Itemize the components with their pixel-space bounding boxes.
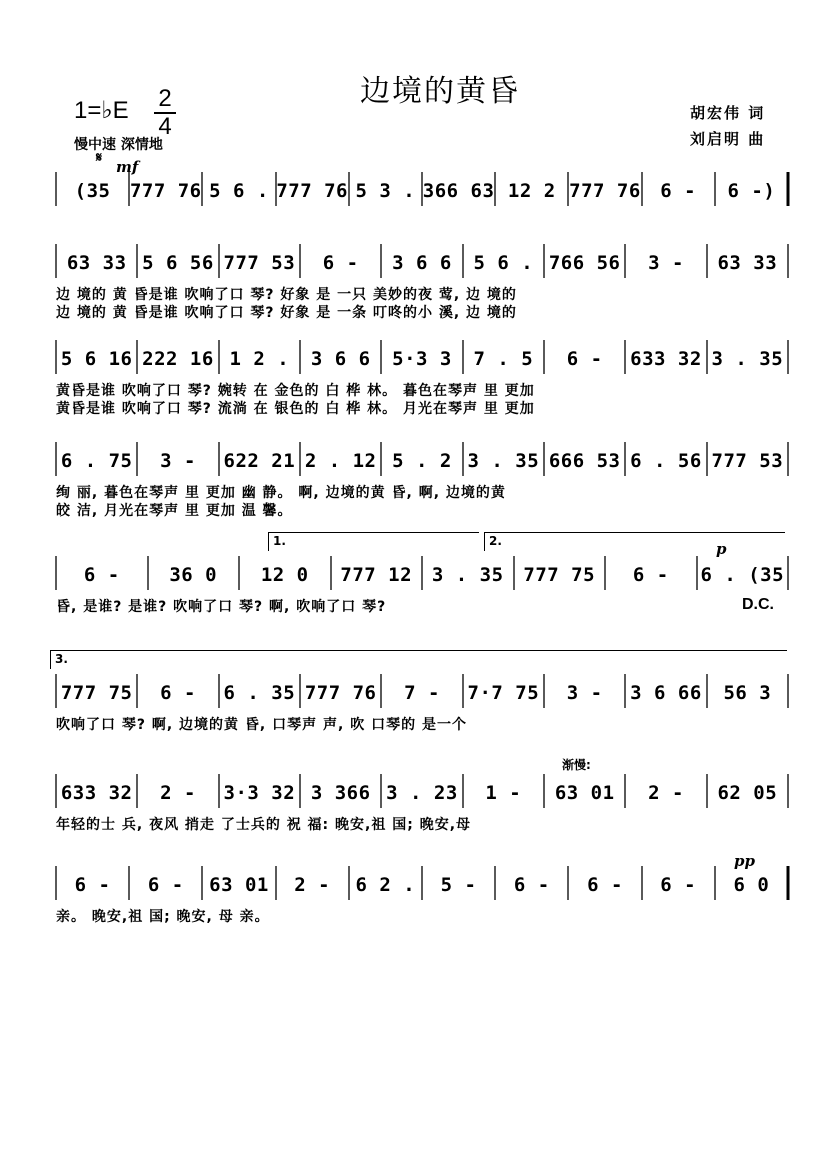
measure: 3 . 35	[711, 348, 784, 370]
measure: 777 76	[276, 180, 348, 202]
measure: 6 . 35	[223, 682, 296, 704]
tempo-marking: 慢中速 深情地	[74, 137, 163, 153]
lyric-line: 亲。 晚安,祖 国; 晚安, 母 亲。	[56, 909, 270, 925]
lyric-line: 边 境的 黄 昏是谁 吹响了口 琴? 好象 是 一只 美妙的夜 莺, 边 境的	[56, 287, 517, 303]
measure: 5 . 2	[392, 450, 452, 472]
measure: 6 -	[513, 874, 550, 896]
measure: 7 . 5	[473, 348, 534, 370]
measure: 777 75	[60, 682, 133, 704]
segno-sign: 𝄋	[96, 150, 103, 166]
measure: 12 2	[507, 180, 556, 202]
measure: 3 6 66	[630, 682, 702, 704]
notes-line	[56, 682, 788, 712]
measure: 6 -	[322, 252, 359, 274]
measure: 5 6 .	[473, 252, 534, 274]
measure: 2 -	[648, 782, 684, 804]
measure: 6 -	[83, 564, 120, 586]
measure: 63 01	[554, 782, 615, 804]
volta-bracket-1: 1.	[268, 532, 479, 551]
measure: 222 16	[142, 348, 214, 370]
measure: 777 12	[340, 564, 413, 586]
volta-bracket-2: 2.	[484, 532, 785, 551]
measure: 3 -	[566, 682, 603, 704]
da-capo-mark: D.C.	[742, 596, 774, 613]
measure: 777 53	[223, 252, 296, 274]
notes-line	[56, 450, 788, 480]
measure: 3 . 23	[386, 782, 458, 804]
measure: 3 6 6	[392, 252, 452, 274]
measure: 777 76	[129, 180, 202, 202]
measure: 5·3 3	[392, 348, 452, 370]
measure: 366 63	[422, 180, 495, 202]
measure: 6 0	[733, 874, 770, 896]
measure: 1 2 .	[229, 348, 290, 370]
volta-bracket-3: 3.	[50, 650, 787, 669]
measure: 622 21	[223, 450, 296, 472]
notes-line	[56, 874, 788, 904]
measure: 6 . 75	[60, 450, 133, 472]
measure: 6 -	[566, 348, 603, 370]
measure: 2 . 12	[304, 450, 377, 472]
measure: 633 32	[60, 782, 133, 804]
notes-line	[56, 348, 788, 378]
measure: 3 . 35	[431, 564, 504, 586]
measure: 5 6 16	[60, 348, 133, 370]
measure: 633 32	[630, 348, 702, 370]
measure: 1 -	[485, 782, 522, 804]
lyric-line: 皎 洁, 月光在琴声 里 更加 温 馨。	[56, 503, 293, 519]
measure: 3 -	[648, 252, 684, 274]
lyric-line: 吹响了口 琴? 啊, 边境的黄 昏, 口琴声 声, 吹 口琴的 是一个	[56, 717, 467, 733]
measure: 3·3 32	[223, 782, 296, 804]
measure: 5 -	[440, 874, 477, 896]
lyric-line: 年轻的士 兵, 夜风 捎走 了士兵的 祝 福: 晚安,祖 国; 晚安,母	[56, 817, 472, 833]
measure: 12 0	[260, 564, 309, 586]
measure: 777 53	[711, 450, 784, 472]
measure: 6 -	[660, 874, 697, 896]
measure: 777 76	[569, 180, 641, 202]
lyric-line: 边 境的 黄 昏是谁 吹响了口 琴? 好象 是 一条 叮咚的小 溪, 边 境的	[56, 305, 517, 321]
measure: 777 76	[304, 682, 377, 704]
lyric-line: 昏, 是谁? 是谁? 吹响了口 琴? 啊, 吹响了口 琴?	[56, 599, 387, 615]
dynamic-pp: pp	[734, 852, 755, 870]
measure: 3 366	[310, 782, 371, 804]
time-signature	[150, 86, 180, 140]
measure: 7·7 75	[467, 682, 540, 704]
lyric-line: 黄昏是谁 吹响了口 琴? 流淌 在 银色的 白 桦 林。 月光在琴声 里 更加	[56, 401, 535, 417]
composer-credit: 刘启明 曲	[690, 130, 766, 148]
notes-line	[56, 252, 788, 282]
notes-line	[56, 782, 788, 812]
notes-line	[56, 180, 788, 210]
lyric-line: 黄昏是谁 吹响了口 琴? 婉转 在 金色的 白 桦 林。 暮色在琴声 里 更加	[56, 383, 535, 399]
measure: 6 . (35	[700, 564, 785, 586]
time-signature-bottom: 4	[158, 113, 172, 140]
measure: 3 6 6	[310, 348, 371, 370]
measure: 36 0	[169, 564, 218, 586]
dynamic-p: p	[716, 540, 727, 558]
lyric-line: 绚 丽, 暮色在琴声 里 更加 幽 静。 啊, 边境的黄 昏, 啊, 边境的黄	[56, 485, 506, 501]
lyricist-credit: 胡宏伟 词	[690, 104, 766, 122]
measure: 63 33	[66, 252, 127, 274]
measure: 777 75	[523, 564, 596, 586]
measure: 7 -	[404, 682, 440, 704]
measure: 6 -	[147, 874, 184, 896]
measure: 5 6 .	[209, 180, 269, 202]
measure: 6 . 56	[630, 450, 702, 472]
measure: 6 -	[587, 874, 623, 896]
dynamic-mf: mf	[116, 158, 139, 176]
measure: 766 56	[548, 252, 621, 274]
measure: 63 01	[209, 874, 269, 896]
measure: 6 -	[660, 180, 697, 202]
notes-line	[56, 564, 788, 594]
measure: 56 3	[723, 682, 772, 704]
measure: 6 -	[160, 682, 196, 704]
measure: 2 -	[294, 874, 331, 896]
measure: 3 -	[160, 450, 196, 472]
measure: 5 6 56	[142, 252, 214, 274]
time-signature-top: 2	[158, 85, 172, 112]
measure: 63 33	[717, 252, 778, 274]
song-title: 边境的黄昏	[360, 74, 520, 109]
measure: 5 3 .	[355, 180, 416, 202]
measure: 666 53	[548, 450, 621, 472]
measure: 62 05	[717, 782, 778, 804]
measure: 2 -	[160, 782, 196, 804]
measure: 6 -	[632, 564, 669, 586]
measure: 6 2 .	[355, 874, 416, 896]
measure: 6 -)	[727, 180, 776, 202]
measure: 6 -	[74, 874, 111, 896]
measure: (35	[74, 180, 111, 202]
measure: 3 . 35	[467, 450, 540, 472]
ritardando-mark: 渐慢:	[562, 758, 591, 772]
key-signature: 1=♭E	[74, 97, 129, 124]
